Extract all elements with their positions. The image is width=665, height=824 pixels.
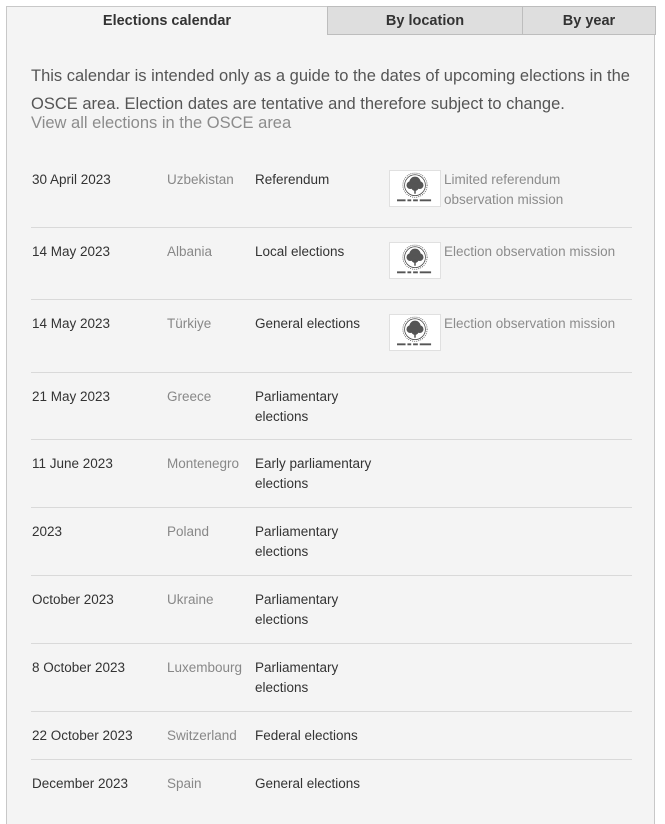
elections-list [31, 156, 632, 808]
odihr-logo-icon [389, 170, 441, 207]
odihr-logo-icon [389, 314, 441, 351]
election-row [31, 440, 632, 508]
election-country: Greece [167, 389, 212, 404]
tab-bar [7, 6, 656, 35]
election-country: Montenegro [167, 456, 240, 471]
election-row [31, 156, 632, 228]
election-date: 21 May 2023 [32, 389, 111, 404]
election-date: 11 June 2023 [32, 456, 113, 471]
election-country: Switzerland [167, 728, 237, 743]
election-type: Parliamentary elections [255, 660, 339, 695]
view-all-elections-link[interactable]: View all elections in the OSCE area [31, 114, 292, 132]
election-date: October 2023 [32, 592, 114, 607]
election-country: Poland [167, 524, 210, 539]
intro-text: This calendar is intended only as a guide to the dates of upcoming elections in the OSCE area. Election dates are tentative and therefore subject to change. [31, 67, 630, 113]
election-date: 14 May 2023 [32, 316, 111, 331]
election-row [31, 228, 632, 300]
election-country: Luxembourg [167, 660, 243, 675]
election-row [31, 712, 632, 760]
election-type: Early parliamentary elections [255, 456, 372, 491]
election-type: Parliamentary elections [255, 524, 339, 559]
election-type: Referendum [255, 172, 330, 187]
election-row [31, 373, 632, 440]
election-type: Federal elections [255, 728, 358, 743]
tab-elections-calendar[interactable]: Elections calendar [7, 6, 327, 35]
election-country: Spain [167, 776, 202, 791]
election-row [31, 576, 632, 644]
observation-mission-link[interactable]: Limited referendum observation mission [444, 172, 564, 207]
tab-by-year[interactable]: By year [523, 6, 656, 35]
election-date: 30 April 2023 [32, 172, 111, 187]
election-date: 22 October 2023 [32, 728, 133, 743]
election-type: General elections [255, 316, 361, 331]
elections-calendar-widget [6, 6, 655, 824]
election-country: Uzbekistan [167, 172, 234, 187]
odihr-logo-icon [389, 242, 441, 279]
election-date: December 2023 [32, 776, 129, 791]
election-type: Local elections [255, 244, 345, 259]
tab-by-location[interactable]: By location [327, 6, 523, 35]
election-type: Parliamentary elections [255, 592, 339, 627]
observation-mission-link[interactable]: Election observation mission [444, 316, 616, 331]
election-row [31, 508, 632, 576]
election-type: General elections [255, 776, 361, 791]
election-type: Parliamentary elections [255, 389, 339, 424]
election-row [31, 300, 632, 373]
observation-mission-link[interactable]: Election observation mission [444, 244, 616, 259]
election-date: 8 October 2023 [32, 660, 126, 675]
election-date: 14 May 2023 [32, 244, 111, 259]
election-row [31, 760, 632, 808]
election-country: Albania [167, 244, 213, 259]
election-country: Ukraine [167, 592, 214, 607]
election-row [31, 644, 632, 712]
election-date: 2023 [32, 524, 63, 539]
election-country: Türkiye [167, 316, 212, 331]
